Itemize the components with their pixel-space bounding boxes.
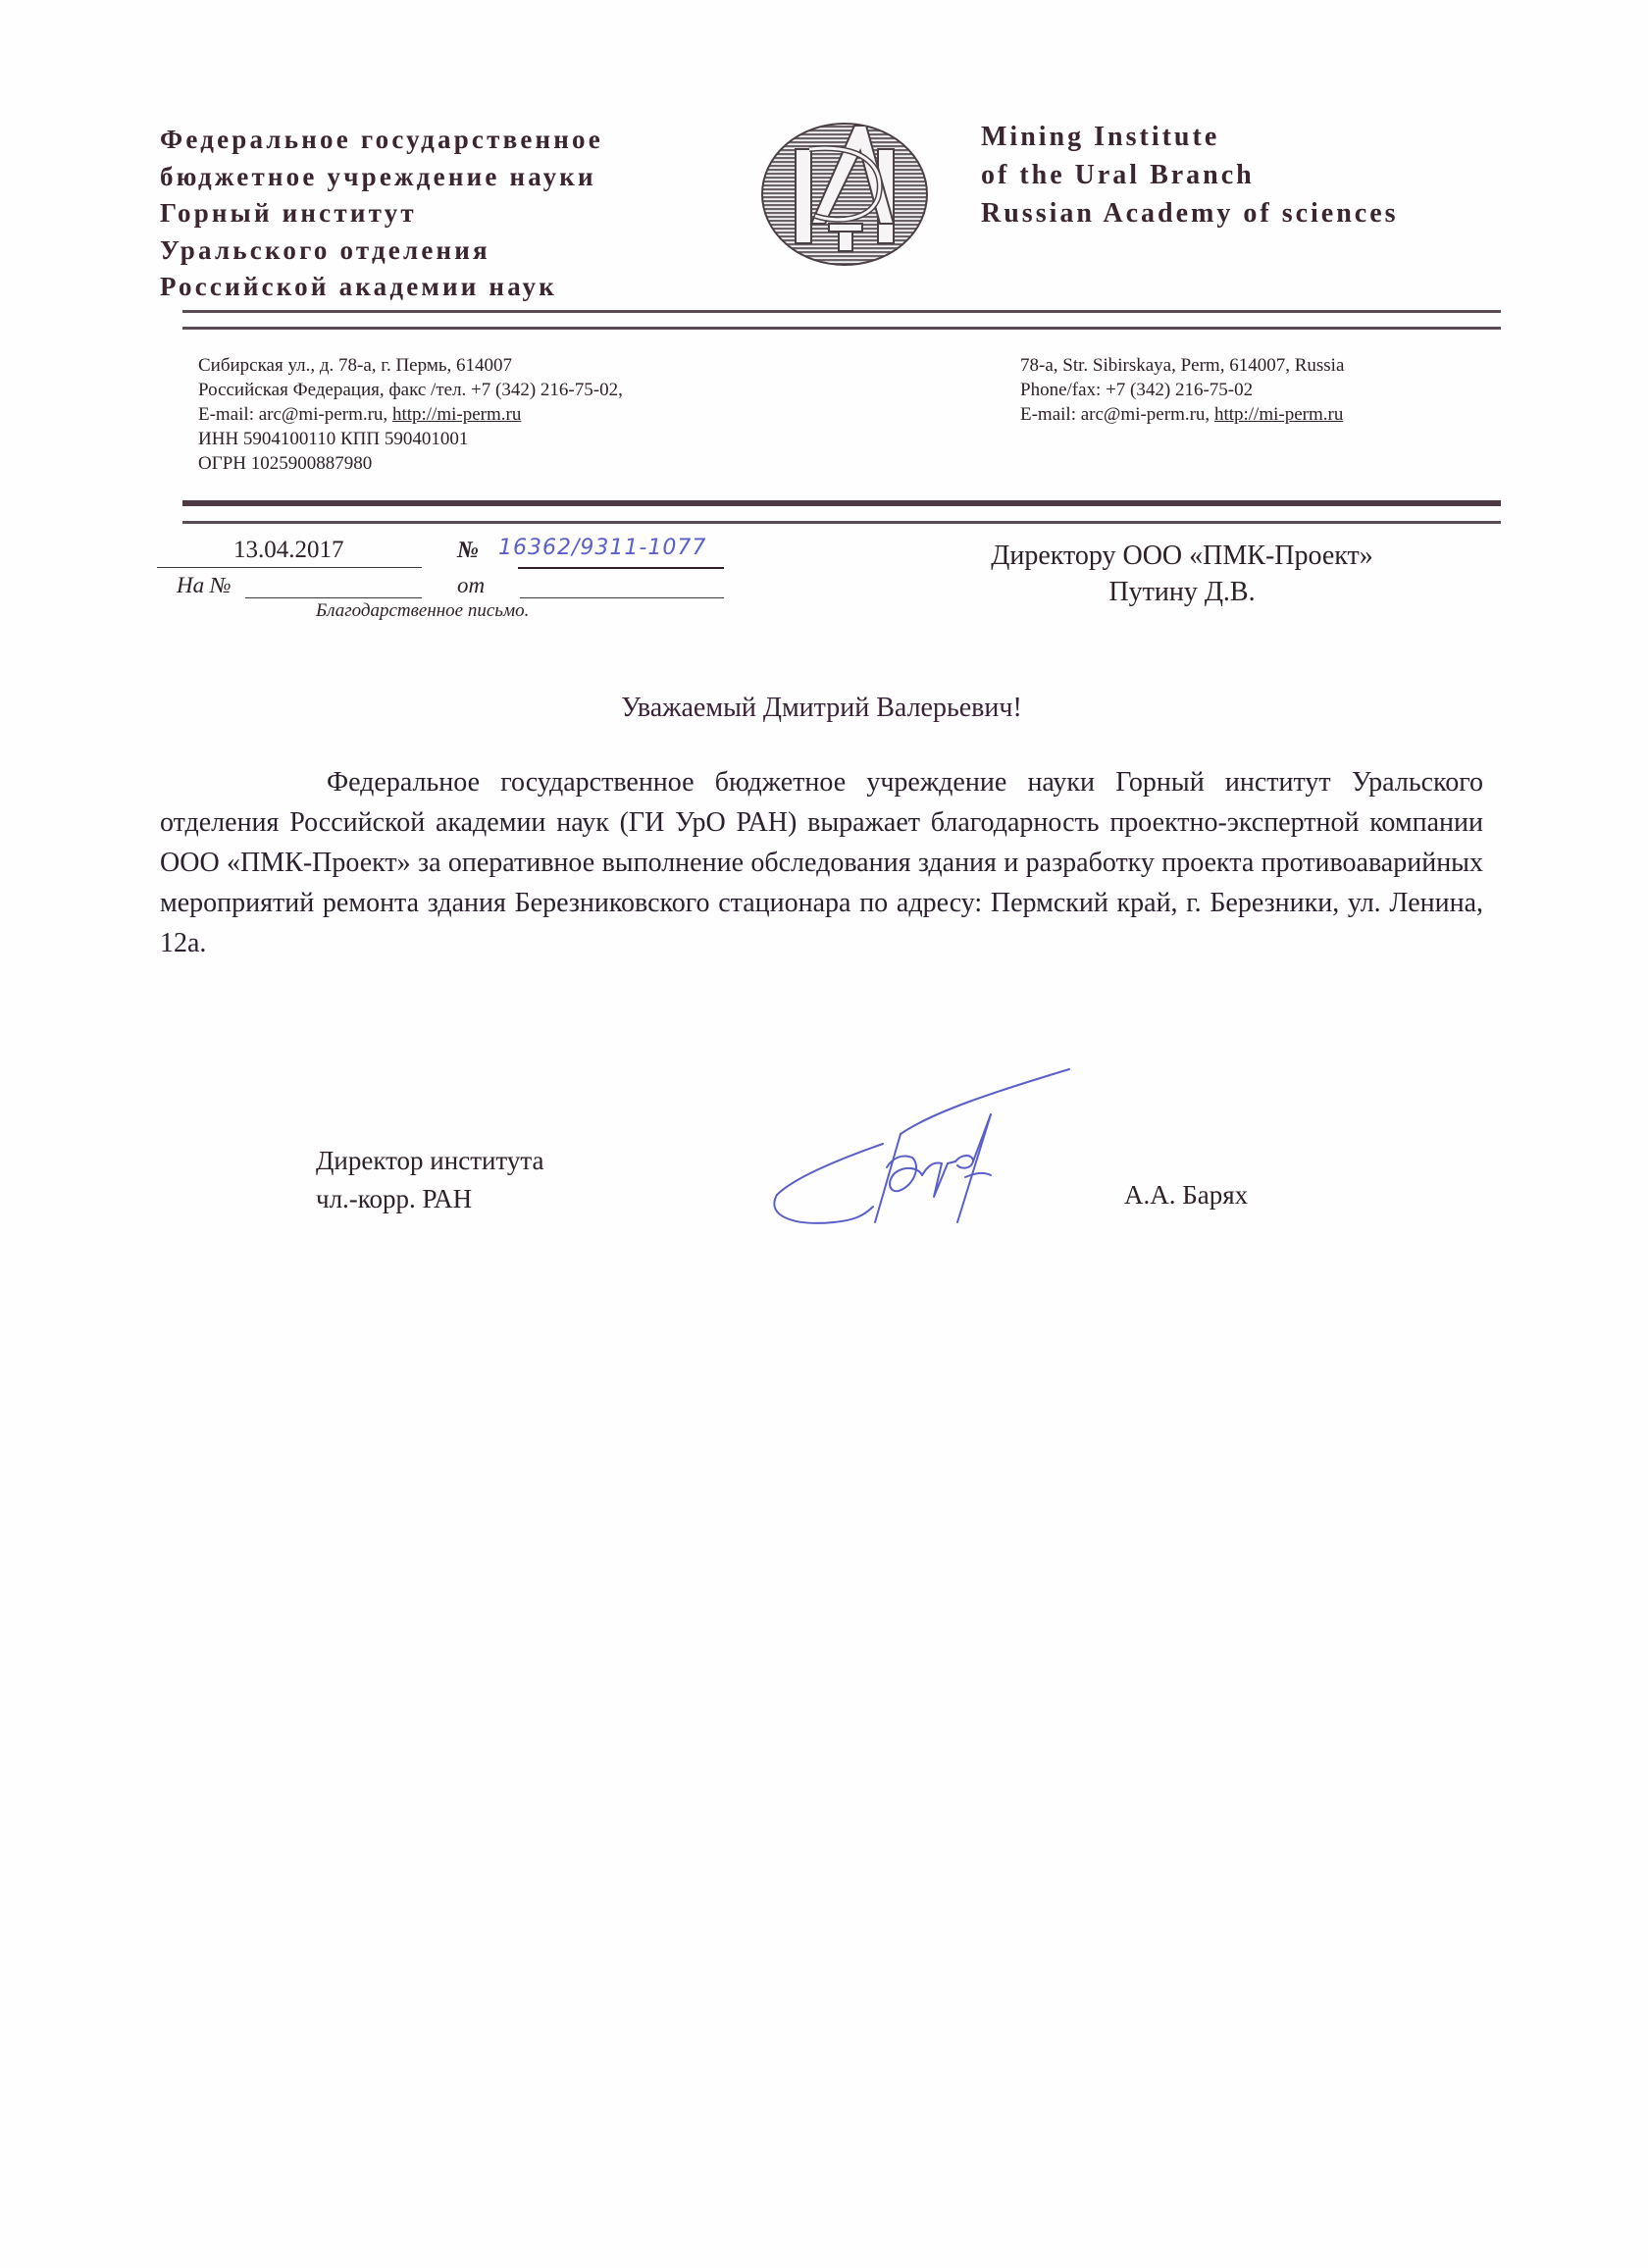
letter-date: 13.04.2017 bbox=[233, 537, 344, 563]
reply-to-label: На № bbox=[177, 573, 232, 597]
recipient-name: Путину Д.В. bbox=[1108, 577, 1256, 607]
letter-body bbox=[160, 762, 1483, 963]
letterhead-ru-line: бюджетное учреждение науки bbox=[160, 161, 596, 191]
recipient-position: Директору ООО «ПМК-Проект» bbox=[991, 541, 1373, 571]
body-paragraph: Федеральное государственное бюджетное учреждение науки Горный институт Уральского отделения Российской академии наук (ГИ УрО РАН) выражает благодарность проектно-экспертной компании ООО «ПМК-Проект» за оперативное выполнение обследования здания и разработку проекта противоаварийных мероприятий ремонта здания Березниковского стационара по адресу: Пермский край, г. Березники, ул. Ленина, 12а. bbox=[160, 767, 1483, 958]
letterhead-en bbox=[981, 118, 1399, 232]
number-underline bbox=[518, 567, 724, 569]
contact-email: E-mail: arc@mi-perm.ru, bbox=[198, 404, 392, 425]
contact-email-en: E-mail: arc@mi-perm.ru, bbox=[1020, 404, 1214, 425]
institute-logo-icon bbox=[760, 122, 929, 267]
from-date-field bbox=[520, 597, 724, 598]
signatory-title-line1: Директор института bbox=[316, 1146, 544, 1175]
header-rule-second bbox=[182, 327, 1501, 330]
letterhead-ru-line: Российской академии наук bbox=[160, 272, 557, 301]
contact-email-line-en bbox=[1020, 402, 1344, 427]
from-label: от bbox=[457, 573, 486, 597]
date-underline bbox=[157, 567, 422, 568]
contacts-rule-thin bbox=[182, 521, 1501, 524]
contact-phone-en: Phone/fax: +7 (342) 216-75-02 bbox=[1020, 380, 1254, 400]
contact-ogrn: ОГРН 1025900887980 bbox=[198, 453, 373, 474]
greeting: Уважаемый Дмитрий Валерьевич! bbox=[621, 693, 1022, 723]
contact-inn-kpp: ИНН 5904100110 КПП 590401001 bbox=[198, 429, 469, 449]
reply-to-number-field bbox=[245, 597, 422, 598]
signatory-name: А.А. Барях bbox=[1124, 1180, 1249, 1210]
letter-subject: Благодарственное письмо. bbox=[316, 600, 530, 621]
contact-email-line bbox=[198, 402, 623, 427]
signatory-title-line2: чл.-корр. РАН bbox=[316, 1184, 473, 1213]
letterhead-ru-line: Федеральное государственное bbox=[160, 125, 603, 154]
signatory-title bbox=[316, 1142, 544, 1218]
website-link[interactable]: http://mi-perm.ru bbox=[391, 404, 522, 425]
letterhead-ru bbox=[160, 122, 603, 306]
contact-address: Сибирская ул., д. 78-а, г. Пермь, 614007 bbox=[198, 355, 513, 376]
contact-phone: Российская Федерация, факс /тел. +7 (342) 216-75-02, bbox=[198, 380, 623, 400]
handwritten-signature-icon bbox=[755, 1059, 1108, 1256]
letterhead-en-line: Russian Academy of sciences bbox=[981, 198, 1399, 229]
letterhead-ru-line: Уральского отделения bbox=[160, 234, 490, 265]
number-label: № bbox=[457, 538, 479, 563]
header-rule-top bbox=[182, 310, 1501, 313]
contacts-en bbox=[1020, 353, 1344, 427]
handwritten-number: 16362/9311-1077 bbox=[498, 536, 707, 560]
contacts-ru bbox=[198, 353, 623, 476]
letterhead-ru-line: Горный институт bbox=[160, 198, 417, 228]
contacts-rule-thick bbox=[182, 500, 1501, 506]
letterhead-en-line: Mining Institute bbox=[981, 122, 1220, 152]
recipient bbox=[942, 538, 1422, 610]
letterhead-en-line: of the Ural Branch bbox=[981, 160, 1255, 190]
contact-address-en: 78-a, Str. Sibirskaya, Perm, 614007, Russia bbox=[1020, 355, 1345, 376]
website-link-en[interactable]: http://mi-perm.ru bbox=[1213, 404, 1344, 425]
